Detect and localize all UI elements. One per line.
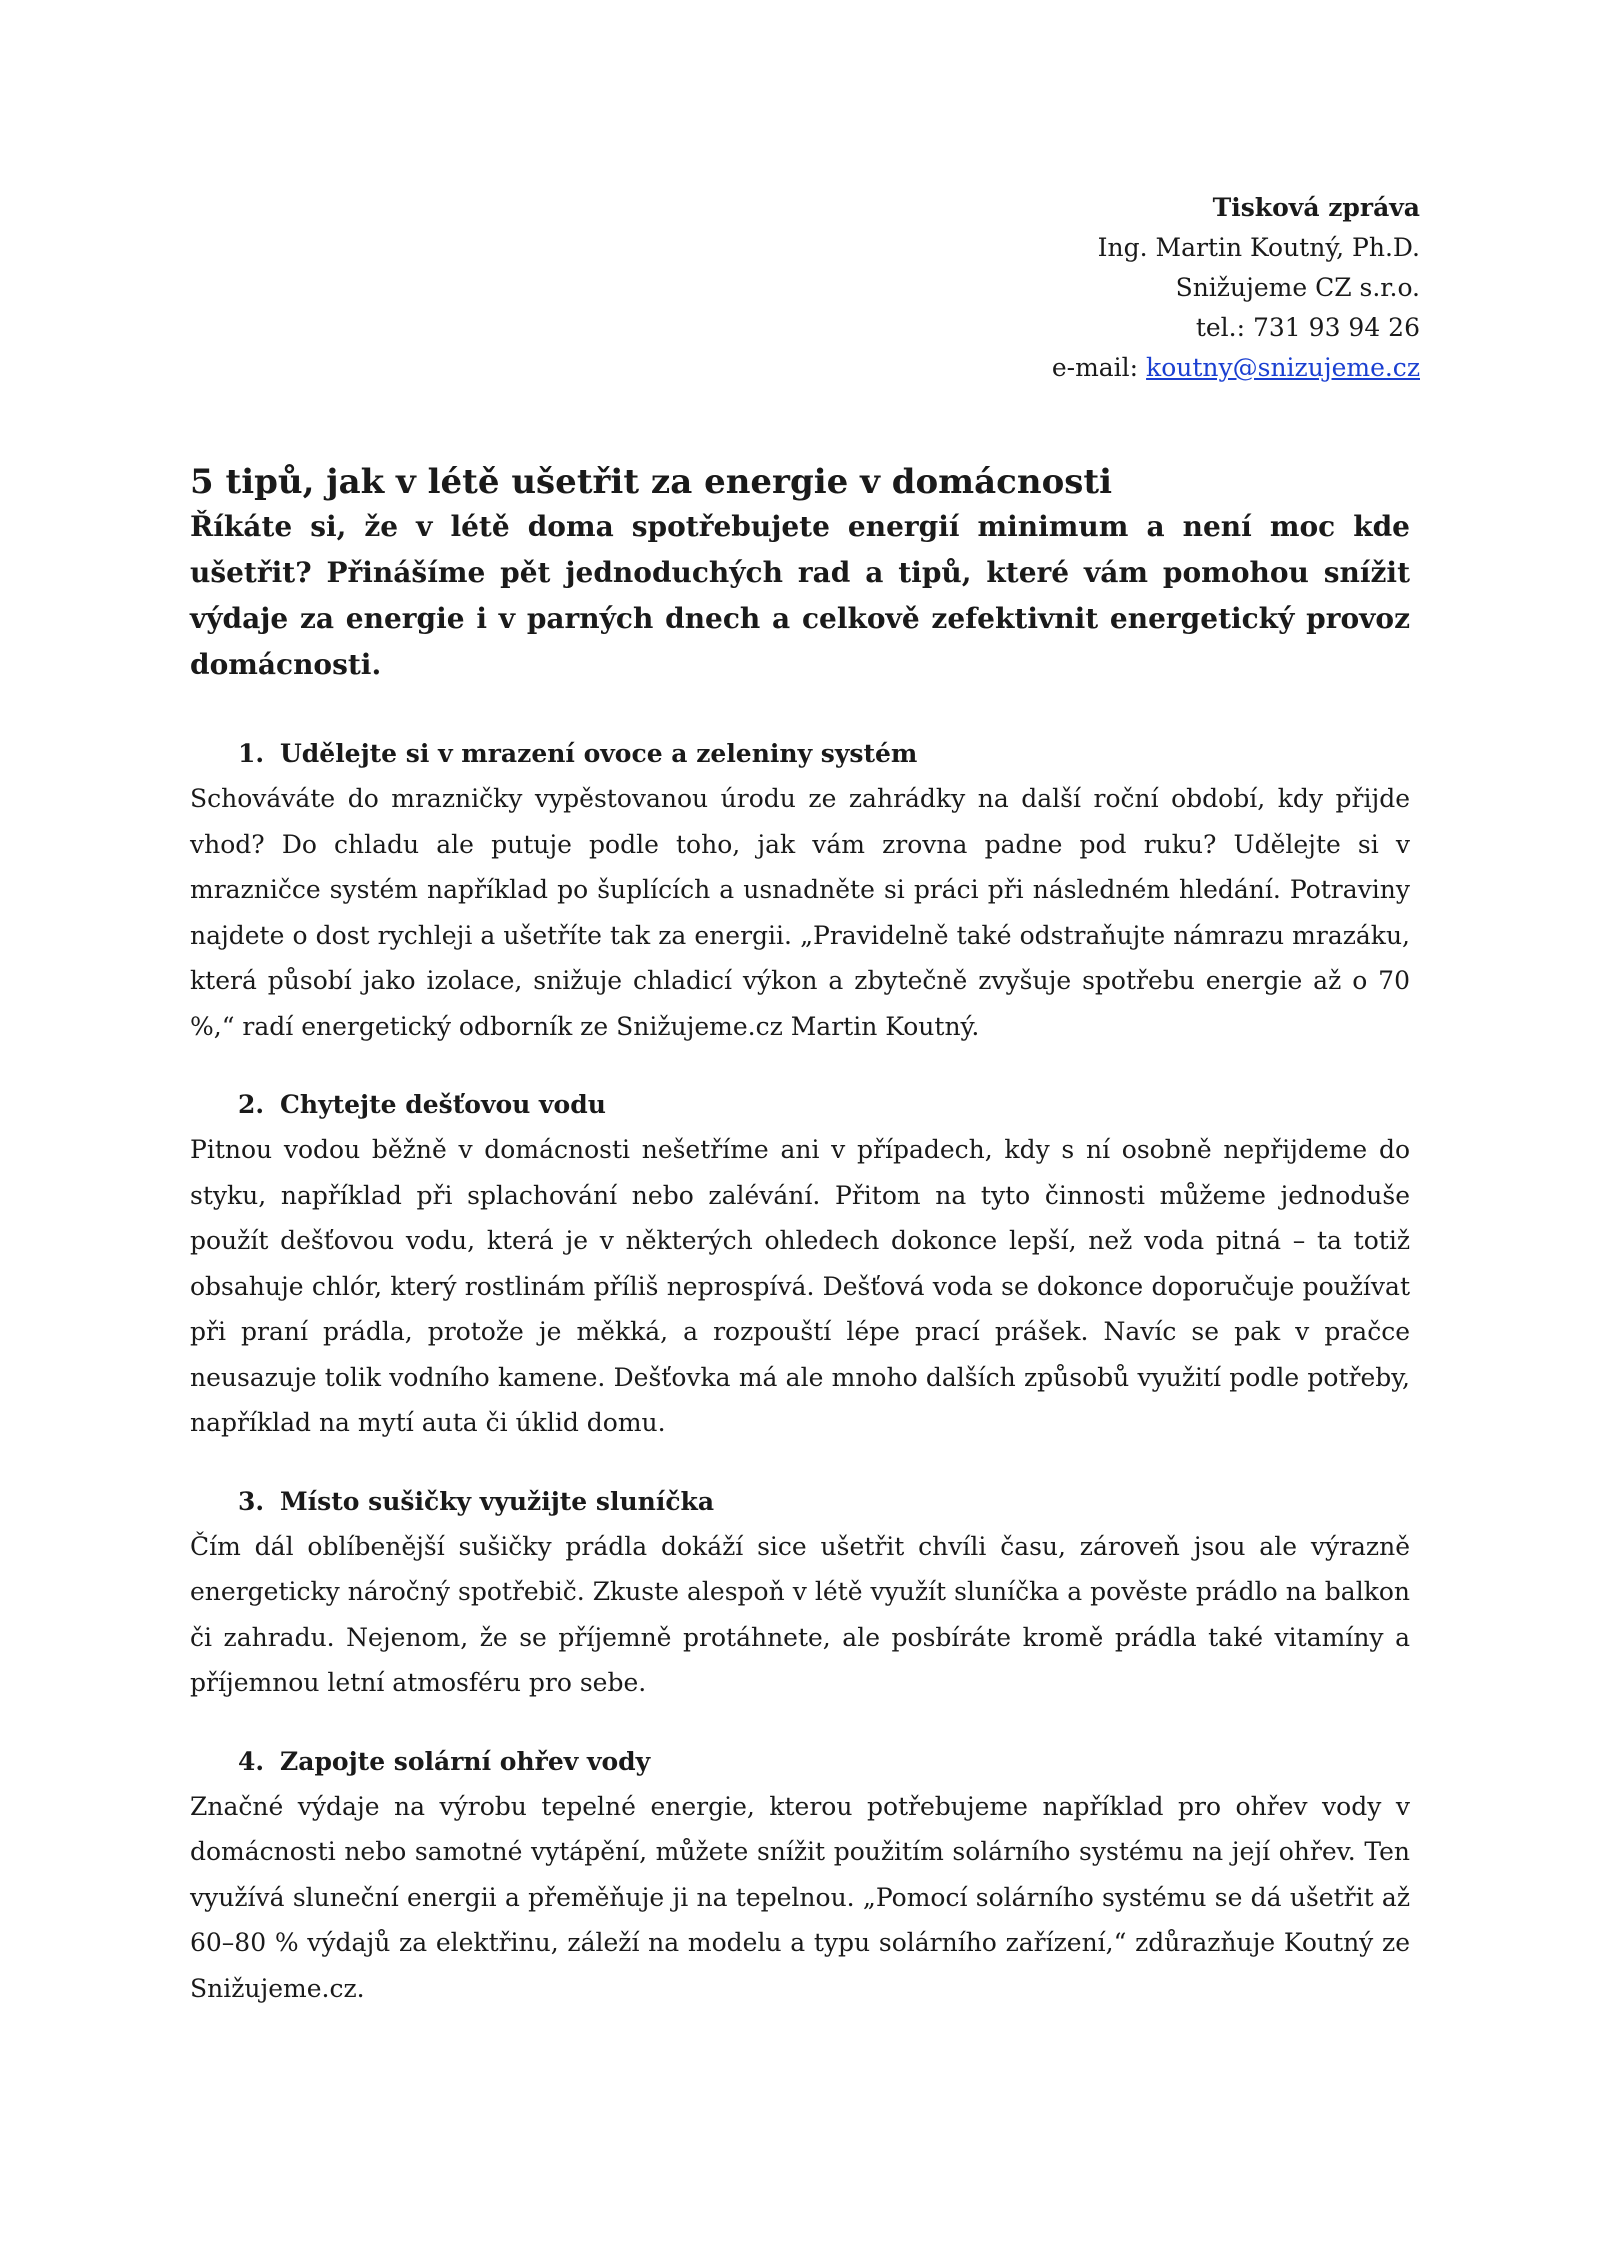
tip-body: Značné výdaje na výrobu tepelné energie, kterou potřebujeme například pro ohřev vody v domácnosti nebo samotné vytápění, můžete snížit použitím solárního systému na její ohřev. Ten využívá sluneční energii a přeměňuje ji na tepelnou. „Pomocí solárního systému se dá ušetřit až 60–80 % výdajů za elektřinu, záleží na modelu a typu solárního zařízení,“ zdůrazňuje Koutný ze Snižujeme.cz. bbox=[190, 1791, 1410, 2003]
tip-section-4 bbox=[190, 1740, 1410, 2012]
email-line bbox=[1052, 348, 1420, 388]
tip-body: Čím dál oblíbenější sušičky prádla dokáží sice ušetřit chvíli času, zároveň jsou ale výrazně energeticky náročný spotřebič. Zkuste alespoň v létě využít sluníčka a pověste prádlo na balkon či zahradu. Nejenom, že se příjemně protáhnete, ale posbíráte kromě prádla také vitamíny a příjemnou letní atmosféru pro sebe. bbox=[190, 1531, 1410, 1697]
tip-section-1 bbox=[190, 732, 1410, 1049]
article-lead: Říkáte si, že v létě doma spotřebujete energií minimum a není moc kde ušetřit? Přinášíme pět jednoduchých rad a tipů, které vám pomohou snížit výdaje za energie i v parných dnech a celkově zefektivnit energetický provoz domácnosti. bbox=[190, 510, 1410, 681]
tip-heading bbox=[190, 1083, 1410, 1127]
tip-title: Chytejte dešťovou vodu bbox=[280, 1090, 606, 1119]
company-name: Snižujeme CZ s.r.o. bbox=[1175, 273, 1420, 302]
tip-heading bbox=[190, 732, 1410, 776]
tip-body: Schováváte do mrazničky vypěstovanou úrodu ze zahrádky na další roční období, kdy přijde vhod? Do chladu ale putuje podle toho, jak vám zrovna padne pod ruku? Udělejte si v mrazničce systém například po šuplících a usnadněte si práci při následném hledání. Potraviny najdete o dost rychleji a ušetříte tak za energii. „Pravidelně také odstraňujte námrazu mrazáku, která působí jako izolace, snižuje chladicí výkon a zbytečně zvyšuje spotřebu energie až o 70 %,“ radí energetický odborník ze Snižujeme.cz Martin Koutný. bbox=[190, 784, 1410, 1041]
tip-number: 2. bbox=[238, 1090, 265, 1119]
tip-title: Udělejte si v mrazení ovoce a zeleniny systém bbox=[280, 739, 918, 768]
tip-number: 3. bbox=[238, 1486, 265, 1516]
tip-body: Pitnou vodou běžně v domácnosti nešetříme ani v případech, kdy s ní osobně nepřijdeme do styku, například při splachování nebo zalévání. Přitom na tyto činnosti můžeme jednoduše použít dešťovou vodu, která je v některých ohledech dokonce lepší, než voda pitná – ta totiž obsahuje chlór, který rostlinám příliš neprospívá. Dešťová voda se dokonce doporučuje používat při praní prádla, protože je měkká, a rozpouští lépe prací prášek. Navíc se pak v pračce neusazuje tolik vodního kamene. Dešťovka má ale mnoho dalších způsobů využití podle potřeby, například na mytí auta či úklid domu. bbox=[190, 1135, 1410, 1437]
tip-section-2 bbox=[190, 1083, 1410, 1446]
tip-title: Místo sušičky využijte sluníčka bbox=[280, 1486, 715, 1516]
document-type-label: Tisková zpráva bbox=[1212, 193, 1420, 222]
tip-title: Zapojte solární ohřev vody bbox=[280, 1746, 651, 1776]
tip-number: 4. bbox=[238, 1746, 265, 1776]
phone-number: tel.: 731 93 94 26 bbox=[1195, 313, 1420, 342]
press-contact-block bbox=[1052, 188, 1420, 388]
tip-section-3 bbox=[190, 1480, 1410, 1706]
contact-person: Ing. Martin Koutný, Ph.D. bbox=[1097, 233, 1420, 262]
tip-heading bbox=[190, 1480, 1410, 1524]
article-title: 5 tipů, jak v létě ušetřit za energie v domácnosti bbox=[190, 462, 1113, 502]
tip-number: 1. bbox=[238, 739, 265, 768]
article-body bbox=[190, 460, 1410, 2011]
email-link[interactable]: koutny@snizujeme.cz bbox=[1146, 353, 1420, 382]
email-label: e-mail: bbox=[1051, 353, 1147, 382]
tip-heading bbox=[190, 1740, 1410, 1784]
